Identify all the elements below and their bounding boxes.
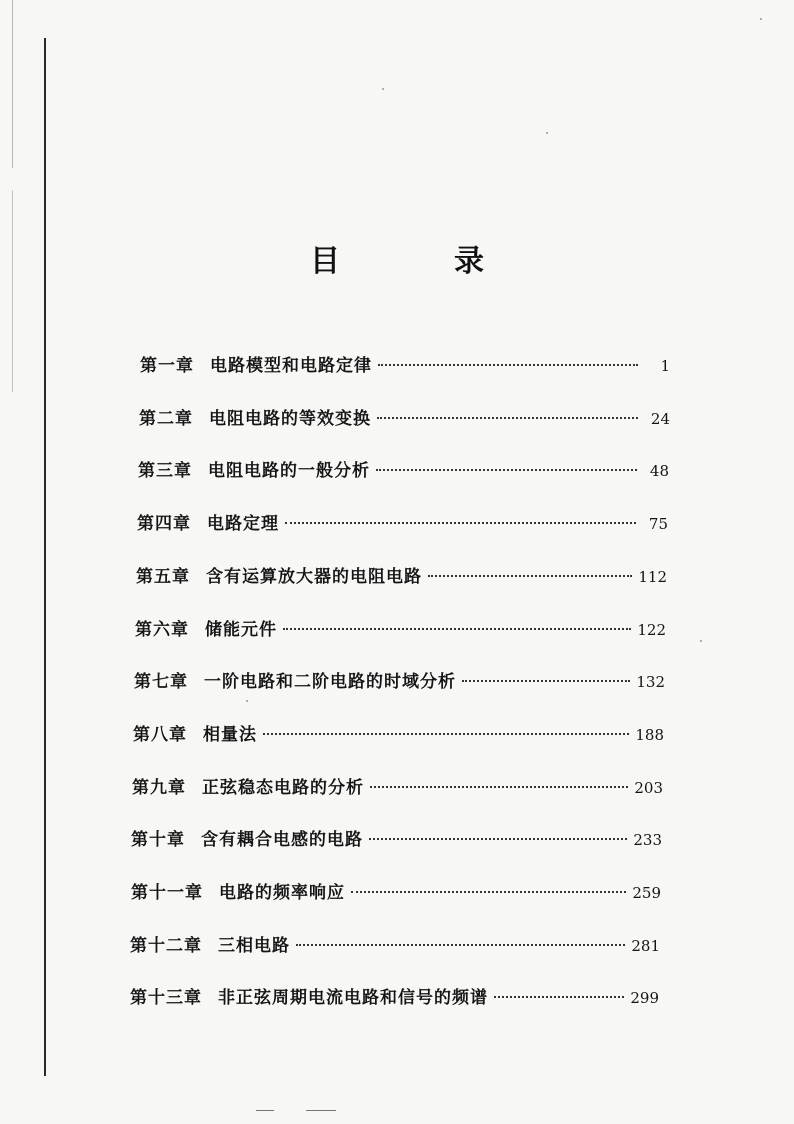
toc-chapter-number: 第四章 xyxy=(137,514,191,534)
toc-page-number: 24 xyxy=(650,410,670,428)
toc-entry[interactable] xyxy=(130,987,659,1009)
toc-chapter-number: 第十二章 xyxy=(130,936,202,956)
toc-page-number: 132 xyxy=(636,673,665,691)
toc-page-number: 281 xyxy=(631,937,660,955)
toc-page-number: 233 xyxy=(633,831,662,849)
toc-chapter-title: 电阻电路的等效变换 xyxy=(209,409,371,429)
scan-speck xyxy=(246,700,248,702)
toc-chapter-number: 第十三章 xyxy=(130,988,202,1008)
toc-leader-dots xyxy=(285,522,636,524)
toc-page-number: 1 xyxy=(660,357,670,375)
scan-speck xyxy=(382,88,384,90)
toc-leader-dots xyxy=(369,838,627,840)
toc-chapter-title: 一阶电路和二阶电路的时域分析 xyxy=(204,672,456,692)
toc-entry[interactable] xyxy=(134,671,665,693)
toc-entry[interactable] xyxy=(133,724,664,746)
scan-speck xyxy=(760,18,762,20)
toc-chapter-title: 含有耦合电感的电路 xyxy=(201,830,363,850)
toc-chapter-title: 正弦稳态电路的分析 xyxy=(202,778,364,798)
toc-leader-dots xyxy=(378,364,638,366)
page-title: 目 录 xyxy=(310,244,526,279)
toc-chapter-title: 三相电路 xyxy=(218,936,290,956)
toc-leader-dots xyxy=(376,469,637,471)
toc-page-number: 259 xyxy=(632,884,661,902)
toc-entry[interactable] xyxy=(135,619,666,641)
toc-entry[interactable] xyxy=(140,355,670,377)
toc-chapter-number: 第九章 xyxy=(132,778,186,798)
toc-chapter-title: 电路的频率响应 xyxy=(219,883,345,903)
toc-leader-dots xyxy=(263,733,629,735)
toc-leader-dots xyxy=(283,628,631,630)
toc-entry[interactable] xyxy=(132,777,663,799)
scan-mark xyxy=(256,1110,274,1111)
toc-entry[interactable] xyxy=(136,566,667,588)
toc-chapter-title: 电路定理 xyxy=(207,514,279,534)
toc-chapter-title: 电路模型和电路定律 xyxy=(210,356,372,376)
toc-leader-dots xyxy=(296,944,625,946)
scan-mark xyxy=(306,1110,336,1111)
toc-entry[interactable] xyxy=(131,829,662,851)
toc-chapter-title: 相量法 xyxy=(203,725,257,745)
toc-leader-dots xyxy=(462,680,630,682)
toc-chapter-title: 电阻电路的一般分析 xyxy=(208,461,370,481)
toc-chapter-number: 第一章 xyxy=(140,356,194,376)
toc-leader-dots xyxy=(370,786,628,788)
toc-chapter-number: 第十章 xyxy=(131,830,185,850)
toc-leader-dots xyxy=(494,996,624,998)
toc-chapter-number: 第七章 xyxy=(134,672,188,692)
toc-list xyxy=(0,338,794,1038)
toc-page-number: 75 xyxy=(648,515,668,533)
toc-page-number: 188 xyxy=(635,726,664,744)
toc-leader-dots xyxy=(428,575,632,577)
toc-page-number: 122 xyxy=(637,621,666,639)
toc-entry[interactable] xyxy=(130,935,660,957)
toc-chapter-number: 第二章 xyxy=(139,409,193,429)
toc-page-number: 299 xyxy=(630,989,659,1007)
toc-chapter-number: 第十一章 xyxy=(131,883,203,903)
toc-chapter-number: 第六章 xyxy=(135,620,189,640)
toc-chapter-number: 第八章 xyxy=(133,725,187,745)
toc-chapter-number: 第三章 xyxy=(138,461,192,481)
toc-entry[interactable] xyxy=(131,882,661,904)
toc-page-number: 203 xyxy=(634,779,663,797)
toc-chapter-title: 储能元件 xyxy=(205,620,277,640)
toc-entry[interactable] xyxy=(137,513,668,535)
toc-entry[interactable] xyxy=(139,408,670,430)
toc-leader-dots xyxy=(377,417,638,419)
toc-chapter-title: 含有运算放大器的电阻电路 xyxy=(206,567,422,587)
scan-speck xyxy=(700,640,702,642)
toc-entry[interactable] xyxy=(138,460,669,482)
toc-page-number: 48 xyxy=(649,462,669,480)
scan-speck xyxy=(546,132,548,134)
toc-chapter-title: 非正弦周期电流电路和信号的频谱 xyxy=(218,988,488,1008)
toc-leader-dots xyxy=(351,891,626,893)
toc-chapter-number: 第五章 xyxy=(136,567,190,587)
toc-page-number: 112 xyxy=(638,568,667,586)
